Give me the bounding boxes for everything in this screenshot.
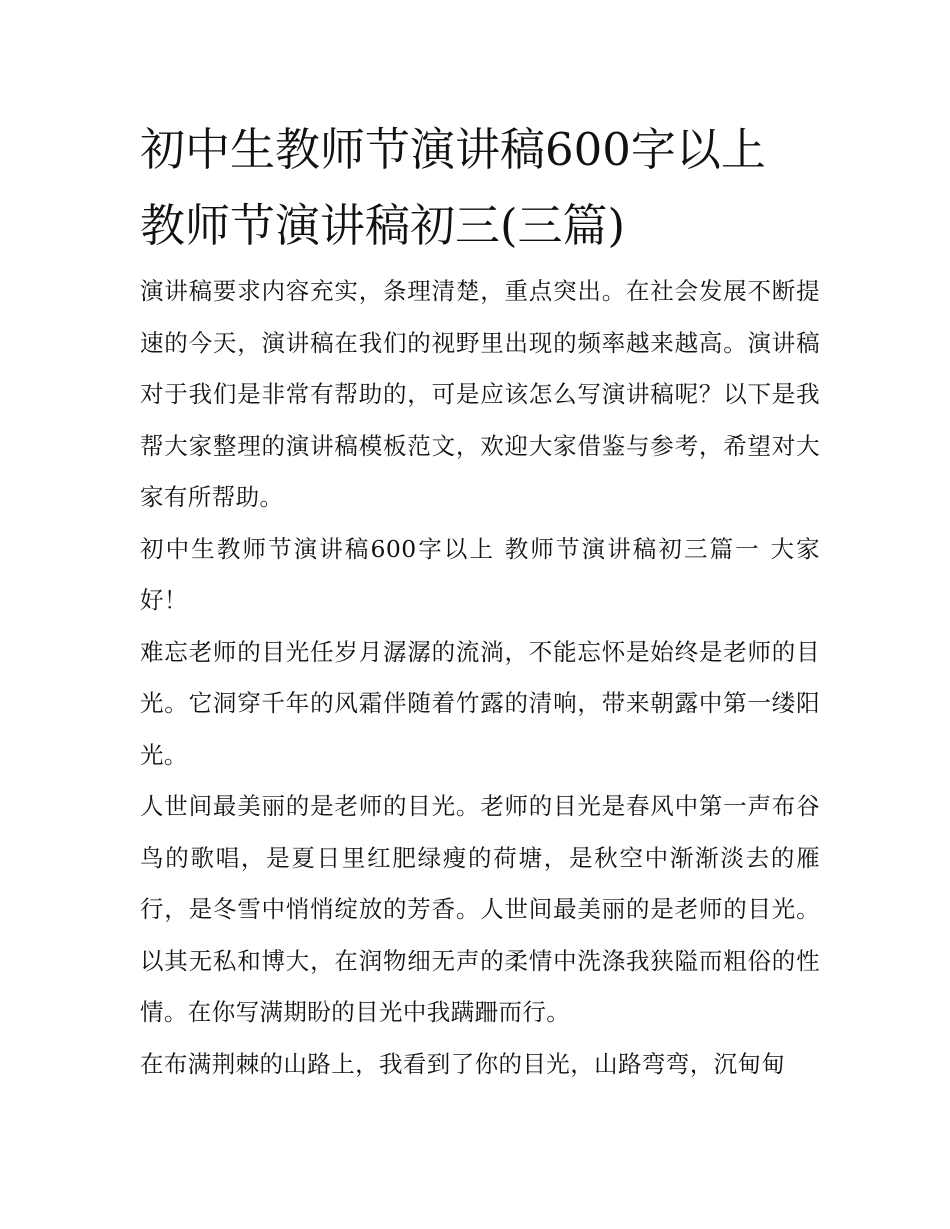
paragraph: 人世间最美丽的是老师的目光。老师的目光是春风中第一声布谷鸟的歌唱，是夏日里红肥绿瘦的荷塘，是秋空中渐渐淡去的雁行，是冬雪中悄悄绽放的芳香。人世间最美丽的是老师的目光。以其无私和博大，在润物细无声的柔情中洗涤我狭隘而粗俗的性情。在你写满期盼的目光中我蹒跚而行。 — [140, 792, 820, 1026]
paragraph-section-heading: 初中生教师节演讲稿600字以上 教师节演讲稿初三篇一 大家好！ — [140, 534, 820, 614]
paragraph: 难忘老师的目光任岁月潺潺的流淌，不能忘怀是始终是老师的目光。它洞穿千年的风霜伴随着竹露的清响，带来朝露中第一缕阳光。 — [140, 637, 820, 769]
document-title: 初中生教师节演讲稿600字以上 教师节演讲稿初三(三篇) — [140, 123, 766, 252]
paragraph: 在布满荆棘的山路上，我看到了你的目光，山路弯弯，沉甸甸 — [140, 1049, 786, 1078]
paragraph-intro: 演讲稿要求内容充实，条理清楚，重点突出。在社会发展不断提速的今天，演讲稿在我们的视野里出现的频率越来越高。演讲稿对于我们是非常有帮助的，可是应该怎么写演讲稿呢？以下是我帮大家整理的演讲稿模板范文，欢迎大家借鉴与参考，希望对大家有所帮助。 — [140, 277, 820, 511]
document-page — [140, 112, 820, 1090]
document-body — [140, 266, 820, 1090]
